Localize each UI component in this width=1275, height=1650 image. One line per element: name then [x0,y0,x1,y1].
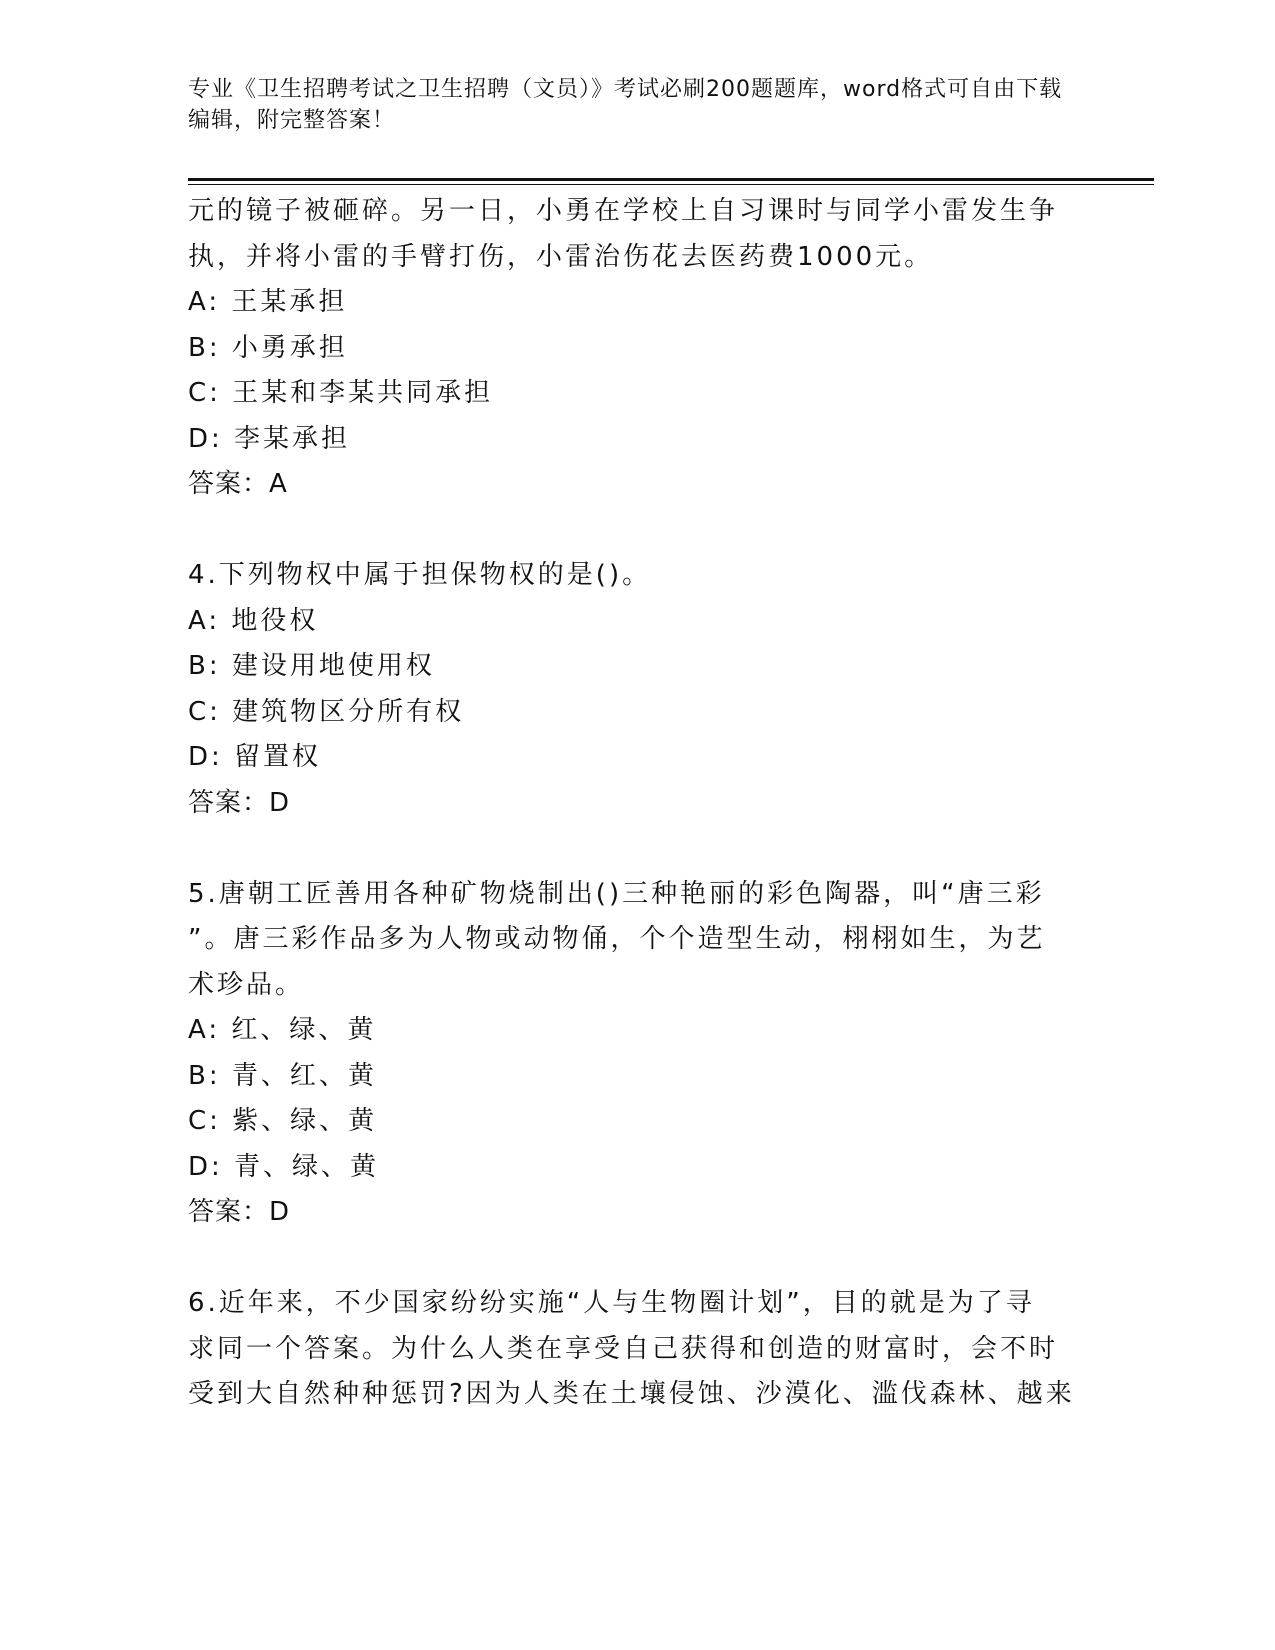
q3-text-line: 元的镜子被砸碎。另一日，小勇在学校上自习课时与同学小雷发生争 [188,196,1059,226]
spacer [188,826,1088,872]
q3-option-c: C: 王某和李某共同承担 [188,378,494,408]
q4-option-b: B: 建设用地使用权 [188,651,435,681]
header-rule-thick [188,178,1154,181]
q5-text-line: 术珍品。 [188,969,305,1000]
q3-option-b: B: 小勇承担 [188,332,348,363]
q5-option-d: D: 青、绿、黄 [188,1151,380,1182]
q4-option-a: A: 地役权 [188,605,319,636]
q3-answer: 答案：A [188,469,288,499]
document-body [188,189,1088,1418]
q5-option-b: B: 青、红、黄 [188,1060,377,1091]
q5-text-line: 5.唐朝工匠善用各种矿物烧制出()三种艳丽的彩色陶器，叫“唐三彩 [188,878,1045,909]
q5-option-c: C: 紫、绿、黄 [188,1106,378,1136]
q6-text-line: 受到大自然种种惩罚?因为人类在土壤侵蚀、沙漠化、滥伐森林、越来 [188,1379,1075,1409]
q4-option-c: C: 建筑物区分所有权 [188,696,465,727]
q4-option-d: D: 留置权 [188,742,322,772]
q4-question: 4.下列物权中属于担保物权的是()。 [188,560,652,590]
q3-text-line: 执，并将小雷的手臂打伤，小雷治伤花去医药费1000元。 [188,241,934,272]
q5-option-a: A: 红、绿、黄 [188,1015,377,1045]
q3-option-d: D: 李某承担 [188,423,351,454]
q3-option-a: A: 王某承担 [188,287,348,317]
q6-text-line: 求同一个答案。为什么人类在享受自己获得和创造的财富时，会不时 [188,1333,1059,1364]
q5-answer: 答案：D [188,1197,291,1227]
q5-text-line: ”。唐三彩作品多为人物或动物俑，个个造型生动，栩栩如生，为艺 [188,924,1046,954]
document-header: 专业《卫生招聘考试之卫生招聘（文员）》考试必刷200题题库，word格式可自由下载编辑，附完整答案！ [188,77,1063,133]
header-rule-thin [188,184,1154,185]
q4-answer: 答案：D [188,787,291,818]
spacer [188,508,1088,554]
q6-text-line: 6.近年来，不少国家纷纷实施“人与生物圈计划”，目的就是为了寻 [188,1288,1035,1318]
spacer [188,1236,1088,1282]
